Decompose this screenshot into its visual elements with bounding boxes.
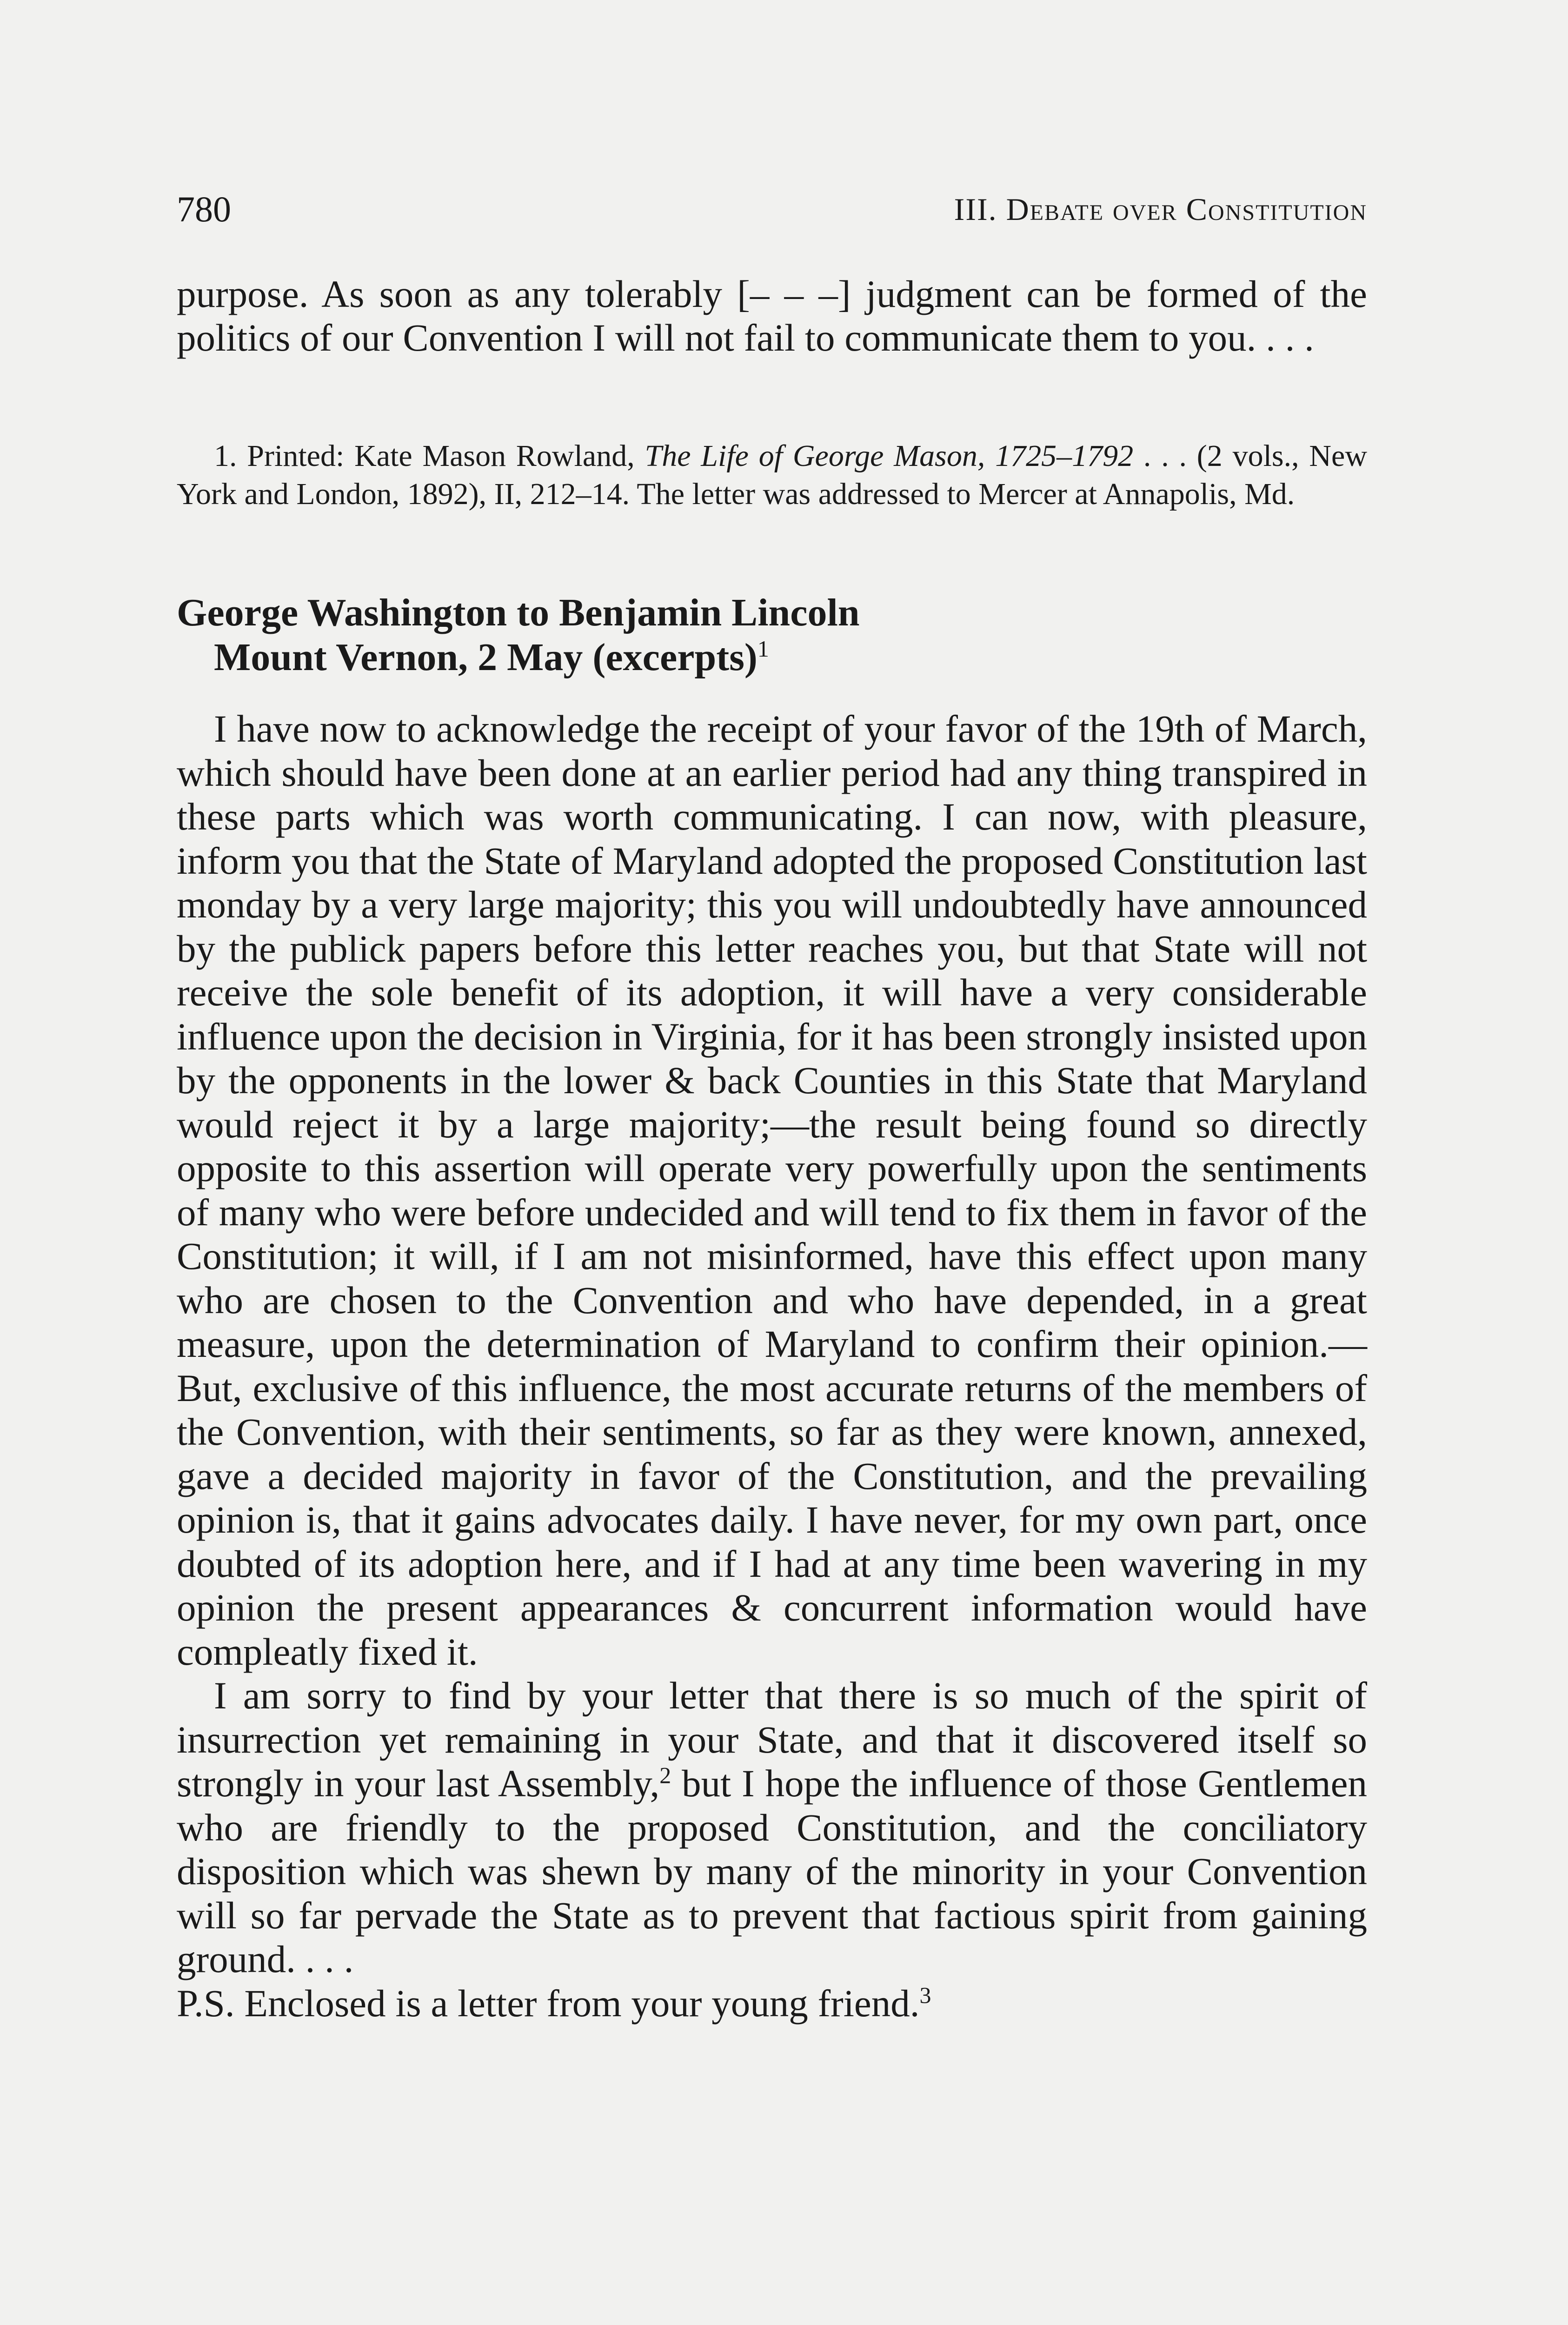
carry-over-paragraph: purpose. As soon as any tolerably [– – –] judgment can be formed of the politics of our Convention I will not fail to communicate them to you. . . .: [177, 272, 1367, 359]
page-number: 780: [177, 189, 231, 229]
letter-title: George Washington to Benjamin Lincoln: [177, 591, 860, 634]
footnote-book-title: The Life of George Mason, 1725–1792: [644, 439, 1134, 473]
footnote-text-before-title: Printed: Kate Mason Rowland,: [247, 439, 645, 473]
footnote-number: 1.: [214, 439, 237, 473]
postscript-text: P.S. Enclosed is a letter from your young friend.: [177, 1981, 920, 2025]
letter-body: [177, 707, 1367, 2025]
letter-dateline: [177, 635, 1367, 680]
letter-heading: [177, 591, 1367, 680]
postscript: [177, 1981, 1367, 2026]
section-title: III. Debate over Constitution: [954, 192, 1367, 227]
footnote-text-after-title: . . . (2 vols., New York and London, 1892), II, 212–14. The letter was addressed to Mercer at Annapolis, Md.: [177, 439, 1368, 511]
footnote-1: [177, 437, 1367, 513]
letter-paragraph-2: [177, 1674, 1367, 1981]
letter-paragraph-1: I have now to acknowledge the receipt of your favor of the 19th of March, which should have been done at an earlier period had any thing transpired in these parts which was worth communicating. I can now, with pleasure, inform you that the State of Maryland adopted the proposed Constitution last monday by a very large majority; this you will undoubtedly have announced by the publick papers before this letter reaches you, but that State will not receive the sole benefit of its adoption, it will have a very considerable influence upon the decision in Virginia, for it has been strongly insisted upon by the opponents in the lower & back Counties in this State that Maryland would reject it by a large majority;—the result being found so directly opposite to this assertion will operate very powerfully upon the sentiments of many who were before undecided and will tend to fix them in favor of the Constitution; it will, if I am not misinformed, have this effect upon many who are chosen to the Convention and who have depended, in a great measure, upon the determination of Maryland to confirm their opinion.—But, exclusive of this influence, the most accurate returns of the members of the Convention, with their sentiments, so far as they were known, annexed, gave a decided majority in favor of the Constitution, and the prevailing opinion is, that it gains advocates daily. I have never, for my own part, once doubted of its adoption here, and if I had at any time been wavering in my opinion the present appearances & concurrent information would have compleatly fixed it.: [177, 707, 1367, 1673]
running-head: [177, 184, 1367, 235]
dateline-footnote-ref: 1: [757, 636, 769, 662]
paragraph-2-part-2: but I hope the influence of those Gentlemen who are friendly to the proposed Constitution, and the conciliatory disposition which was shewn by many of the minority in your Convention will so far pervade the State as to prevent that factious spirit from gaining ground. . . .: [177, 1762, 1367, 1980]
dateline-text: Mount Vernon, 2 May (excerpts): [214, 636, 757, 679]
paragraph-2-footnote-ref: 2: [659, 1762, 671, 1788]
postscript-footnote-ref: 3: [919, 1981, 931, 2008]
paragraph-2-part-1: I am sorry to find by your letter that there is so much of the spirit of insurrection yet remaining in your State, and that it discovered itself so strongly in your last Assembly,: [177, 1674, 1367, 1805]
